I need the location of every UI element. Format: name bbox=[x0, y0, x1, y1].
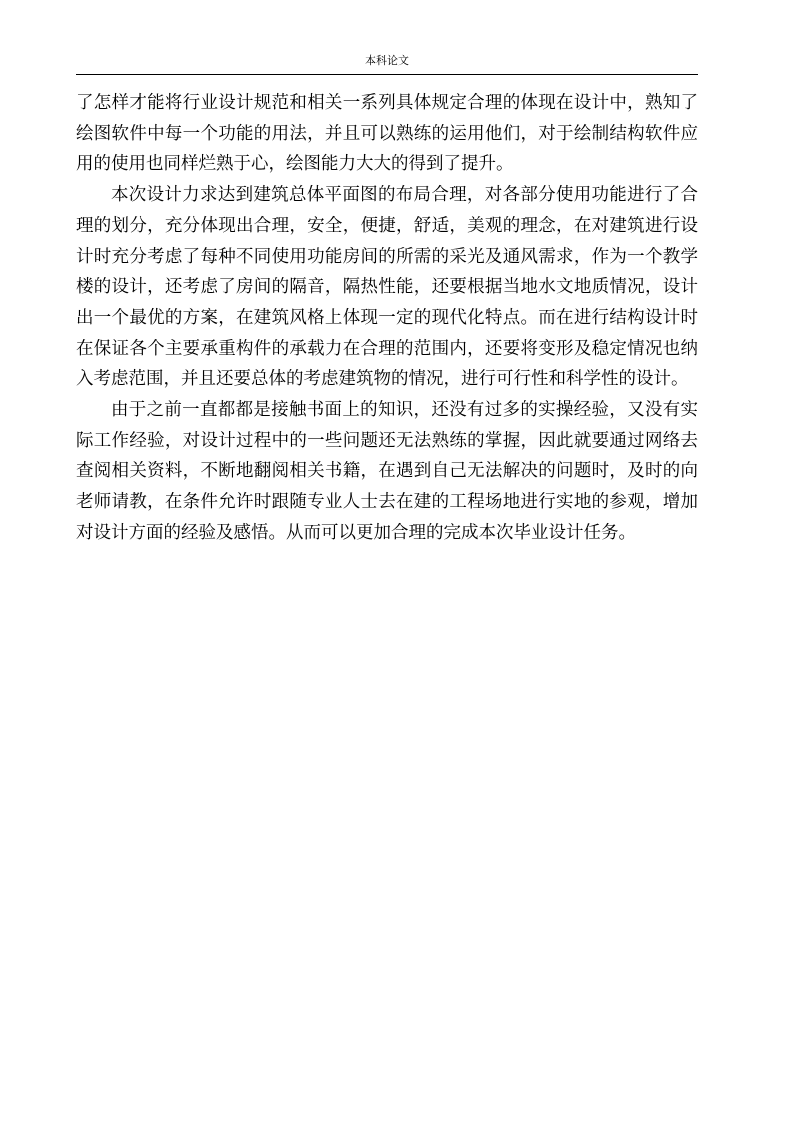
document-body bbox=[76, 88, 698, 549]
paragraph-learning-approach: 由于之前一直都都是接触书面上的知识，还没有过多的实操经验，又没有实际工作经验，对设计过程中的一些问题还无法熟练的掌握，因此就要通过网络去查阅相关资料，不断地翻阅相关书籍，在遇到自己无法解决的问题时，及时的向老师请教，在条件允许时跟随专业人士去在建的工程场地进行实地的参观，增加对设计方面的经验及感悟。从而可以更加合理的完成本次毕业设计任务。 bbox=[76, 400, 698, 543]
paragraph-continuation: 了怎样才能将行业设计规范和相关一系列具体规定合理的体现在设计中，熟知了绘图软件中每一个功能的用法，并且可以熟练的运用他们，对于绘制结构软件应用的使用也同样烂熟于心，绘图能力大大的得到了提升。 bbox=[76, 93, 698, 175]
header-title: 本科论文 bbox=[365, 54, 409, 67]
page-header bbox=[76, 52, 698, 75]
paragraph-design-goals: 本次设计力求达到建筑总体平面图的布局合理，对各部分使用功能进行了合理的划分，充分体现出合理，安全，便捷，舒适，美观的理念，在对建筑进行设计时充分考虑了每种不同使用功能房间的所需的采光及通风需求，作为一个教学楼的设计，还考虑了房间的隔音，隔热性能，还要根据当地水文地质情况，设计出一个最优的方案，在建筑风格上体现一定的现代化特点。而在进行结构设计时在保证各个主要承重构件的承载力在合理的范围内，还要将变形及稳定情况也纳入考虑范围，并且还要总体的考虑建筑物的情况，进行可行性和科学性的设计。 bbox=[76, 185, 698, 390]
